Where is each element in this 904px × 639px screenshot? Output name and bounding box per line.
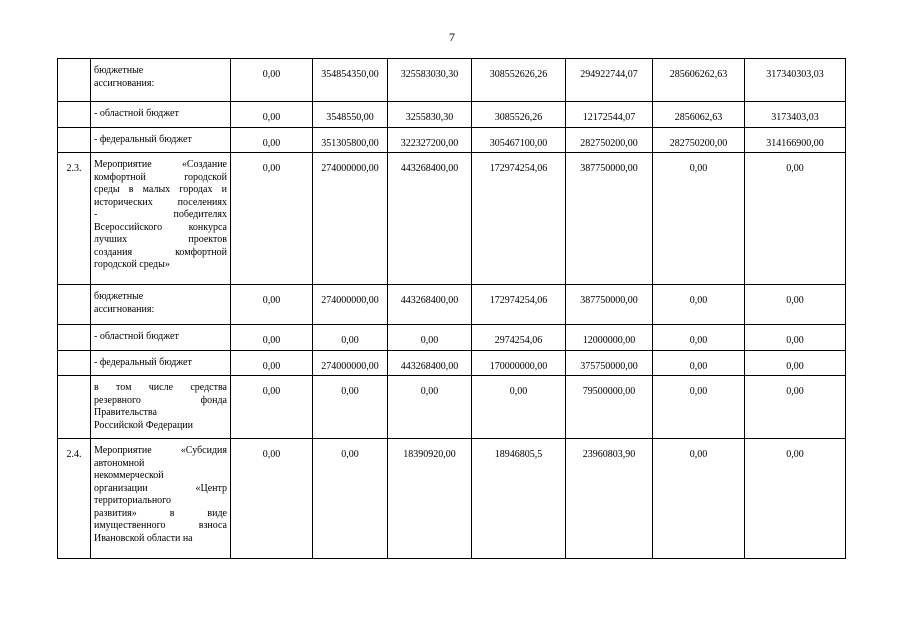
- value-cell: 0,00: [313, 439, 388, 559]
- value-cell: 12172544,07: [566, 102, 653, 128]
- description-line: бюджетные: [94, 65, 144, 76]
- item-description-cell: [91, 285, 231, 325]
- table-row: [58, 376, 846, 439]
- item-description-cell: [91, 59, 231, 102]
- value-cell: 317340303,03: [745, 59, 846, 102]
- item-description-cell: [91, 350, 231, 376]
- budget-table: [57, 58, 846, 559]
- description-line: ассигнования:: [94, 77, 155, 89]
- value-cell: 443268400,00: [388, 350, 472, 376]
- value-cell: 305467100,00: [472, 127, 566, 153]
- value-cell: 0,00: [231, 439, 313, 559]
- value-cell: 0,00: [745, 376, 846, 439]
- value-cell: 314166900,00: [745, 127, 846, 153]
- value-cell: 0,00: [653, 285, 745, 325]
- value-cell: 0,00: [745, 285, 846, 325]
- description-line: создания комфортной: [94, 246, 227, 258]
- description-line: имущественного взноса: [94, 520, 227, 531]
- description-line: ассигнования:: [94, 303, 155, 315]
- description-line: некоммерческой: [94, 470, 164, 481]
- table-row: [58, 59, 846, 102]
- description-line: Всероссийского конкурса: [94, 221, 227, 233]
- item-number-cell: [58, 102, 91, 128]
- description-line: - победителях: [94, 209, 227, 220]
- value-cell: 308552626,26: [472, 59, 566, 102]
- value-cell: 3085526,26: [472, 102, 566, 128]
- value-cell: 0,00: [231, 102, 313, 128]
- description-line: комфортной городской: [94, 171, 227, 183]
- value-cell: 0,00: [653, 376, 745, 439]
- value-cell: 0,00: [388, 325, 472, 351]
- item-number-cell: 2.4.: [58, 439, 91, 559]
- value-cell: 0,00: [745, 325, 846, 351]
- value-cell: 12000000,00: [566, 325, 653, 351]
- value-cell: 172974254,06: [472, 285, 566, 325]
- value-cell: 0,00: [231, 153, 313, 285]
- value-cell: 18946805,5: [472, 439, 566, 559]
- value-cell: 0,00: [653, 350, 745, 376]
- description-line: городской среды»: [94, 259, 170, 270]
- value-cell: 0,00: [231, 59, 313, 102]
- description-line: Мероприятие «Субсидия: [94, 445, 227, 456]
- value-cell: 274000000,00: [313, 153, 388, 285]
- item-number-cell: [58, 376, 91, 439]
- value-cell: 2856062,63: [653, 102, 745, 128]
- value-cell: 285606262,63: [653, 59, 745, 102]
- description-line: Мероприятие «Создание: [94, 159, 227, 170]
- value-cell: 354854350,00: [313, 59, 388, 102]
- page-number: 7: [449, 30, 455, 44]
- value-cell: 387750000,00: [566, 285, 653, 325]
- value-cell: 18390920,00: [388, 439, 472, 559]
- value-cell: 0,00: [313, 325, 388, 351]
- value-cell: 0,00: [231, 325, 313, 351]
- value-cell: 0,00: [745, 439, 846, 559]
- value-cell: 0,00: [231, 285, 313, 325]
- table-row: [58, 153, 846, 285]
- value-cell: 282750200,00: [566, 127, 653, 153]
- description-line: - федеральный бюджет: [94, 356, 192, 368]
- value-cell: 0,00: [231, 376, 313, 439]
- description-line: организации «Центр: [94, 482, 227, 494]
- value-cell: 0,00: [653, 153, 745, 285]
- value-cell: 0,00: [653, 325, 745, 351]
- value-cell: 172974254,06: [472, 153, 566, 285]
- item-description-cell: [91, 127, 231, 153]
- description-line: в том числе средства: [94, 382, 227, 393]
- value-cell: 351305800,00: [313, 127, 388, 153]
- value-cell: 0,00: [745, 153, 846, 285]
- value-cell: 23960803,90: [566, 439, 653, 559]
- table-row: [58, 325, 846, 351]
- description-line: - областной бюджет: [94, 108, 179, 119]
- value-cell: 0,00: [653, 439, 745, 559]
- item-description-cell: [91, 102, 231, 128]
- table-row: [58, 350, 846, 376]
- description-line: - областной бюджет: [94, 331, 179, 342]
- item-number-cell: [58, 325, 91, 351]
- value-cell: 0,00: [472, 376, 566, 439]
- item-number-cell: 2.3.: [58, 153, 91, 285]
- description-line: территориального: [94, 495, 172, 506]
- description-line: - федеральный бюджет: [94, 133, 192, 145]
- item-description-cell: [91, 376, 231, 439]
- description-line: резервного фонда: [94, 394, 227, 406]
- value-cell: 375750000,00: [566, 350, 653, 376]
- value-cell: 387750000,00: [566, 153, 653, 285]
- description-line: исторических поселениях: [94, 196, 227, 208]
- value-cell: 0,00: [745, 350, 846, 376]
- value-cell: 443268400,00: [388, 153, 472, 285]
- description-line: Ивановской области на: [94, 532, 193, 544]
- value-cell: 2974254,06: [472, 325, 566, 351]
- value-cell: 325583030,30: [388, 59, 472, 102]
- value-cell: 443268400,00: [388, 285, 472, 325]
- value-cell: 3173403,03: [745, 102, 846, 128]
- value-cell: 0,00: [231, 350, 313, 376]
- table-row: [58, 127, 846, 153]
- value-cell: 274000000,00: [313, 350, 388, 376]
- table-row: [58, 102, 846, 128]
- item-number-cell: [58, 59, 91, 102]
- value-cell: 0,00: [231, 127, 313, 153]
- item-description-cell: [91, 153, 231, 285]
- description-line: Правительства: [94, 407, 157, 418]
- table-row: [58, 439, 846, 559]
- table-row: [58, 285, 846, 325]
- description-line: лучших проектов: [94, 234, 227, 245]
- item-number-cell: [58, 285, 91, 325]
- item-description-cell: [91, 439, 231, 559]
- item-description-cell: [91, 325, 231, 351]
- description-line: среды в малых городах и: [94, 184, 227, 195]
- description-line: Российской Федерации: [94, 419, 194, 431]
- description-line: автономной: [94, 457, 145, 469]
- description-line: бюджетные: [94, 291, 144, 302]
- value-cell: 79500000,00: [566, 376, 653, 439]
- value-cell: 3548550,00: [313, 102, 388, 128]
- value-cell: 282750200,00: [653, 127, 745, 153]
- value-cell: 0,00: [313, 376, 388, 439]
- value-cell: 0,00: [388, 376, 472, 439]
- item-number-cell: [58, 127, 91, 153]
- value-cell: 294922744,07: [566, 59, 653, 102]
- description-line: развития» в виде: [94, 507, 227, 519]
- value-cell: 170000000,00: [472, 350, 566, 376]
- value-cell: 322327200,00: [388, 127, 472, 153]
- value-cell: 3255830,30: [388, 102, 472, 128]
- item-number-cell: [58, 350, 91, 376]
- value-cell: 274000000,00: [313, 285, 388, 325]
